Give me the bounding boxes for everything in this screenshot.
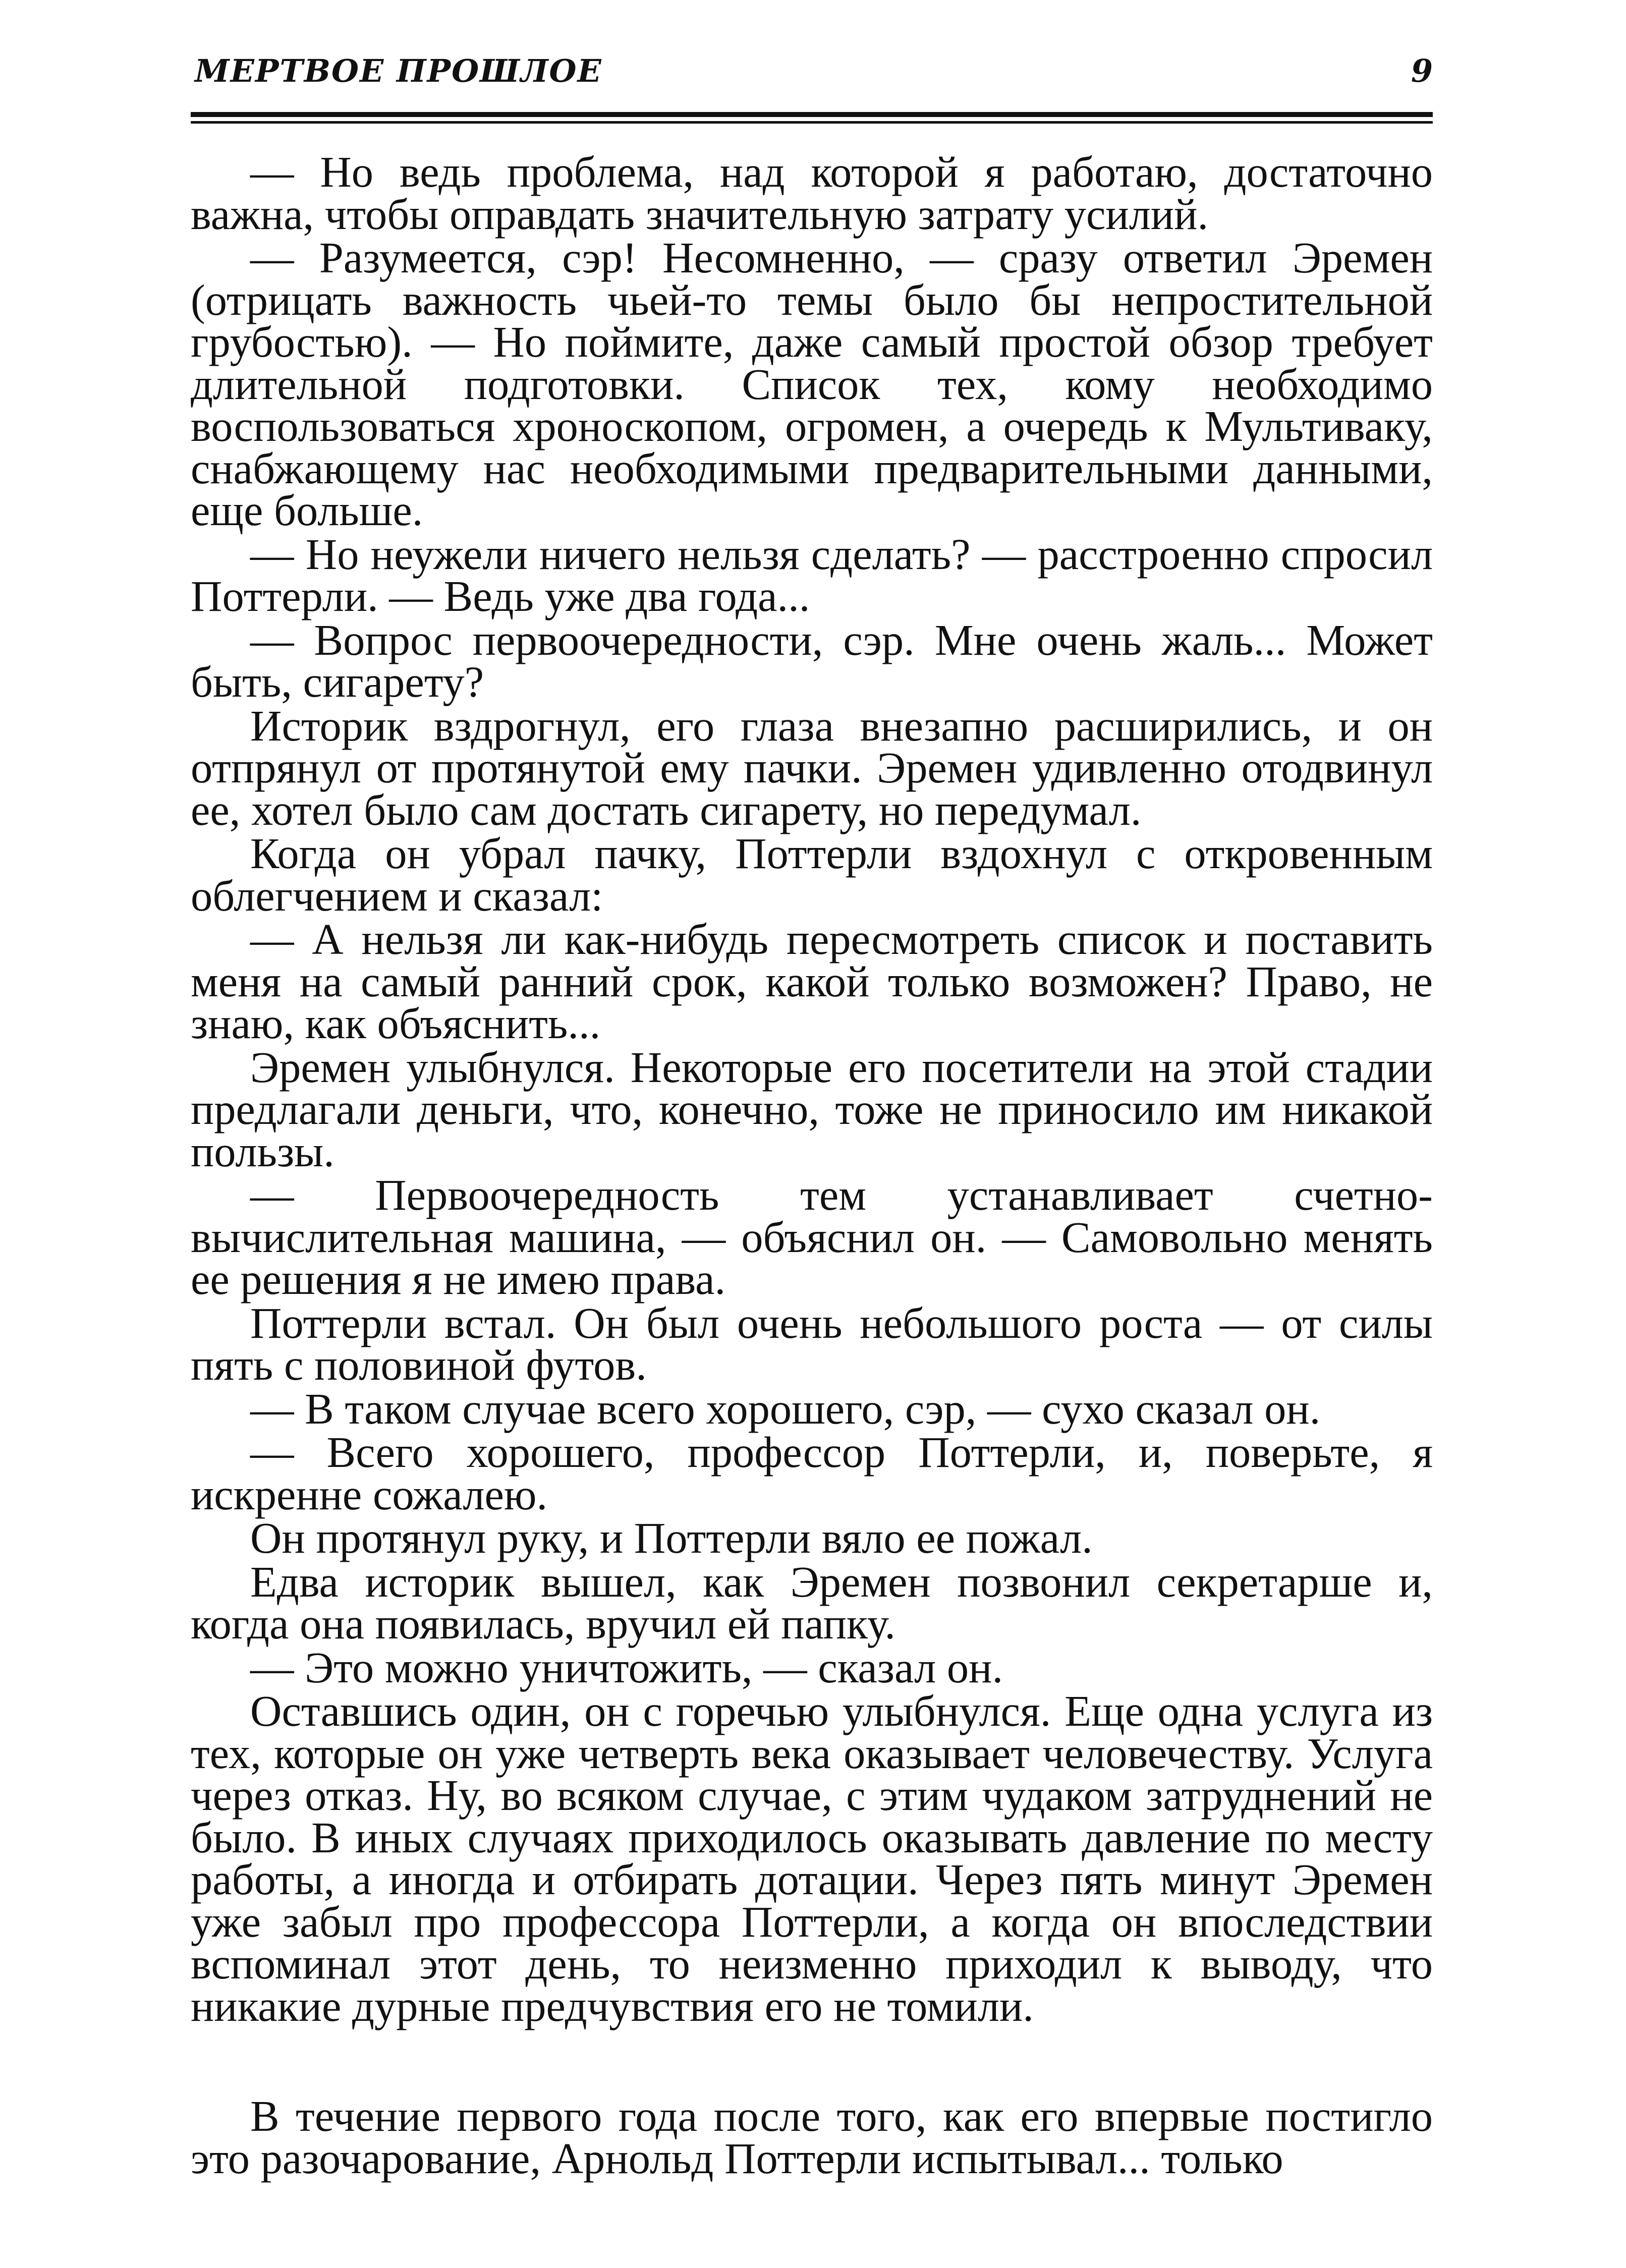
paragraph: — Но ведь проблема, над которой я работаю, достаточно важна, чтобы оправдать значительную затрату усилий. [191,148,1433,239]
paragraph: — Всего хорошего, профессор Поттерли, и, поверьте, я искренне сожалею. [191,1428,1433,1519]
header-double-rule [191,112,1433,125]
paragraph: Поттерли встал. Он был очень небольшого роста — от силы пять с половиной футов. [191,1298,1433,1389]
header-rule-thin [191,121,1433,124]
running-title: МЕРТВОЕ ПРОШЛОЕ [195,52,602,89]
paragraph: Оставшись один, он с горечью улыбнулся. Еще одна услуга из тех, которые он уже четверть века оказывает человечеству. Услуга через отказ. Ну, во всяком случае, с этим чудаком затруднений не было. В иных случаях приходилось оказывать давление по месту работы, а иногда и отбирать дотации. Через пять минут Эремен уже забыл про профессора Поттерли, а когда он впоследствии вспоминал этот день, то неизменно приходил к выводу, что никакие дурные предчувствия его не томили. [191,1687,1433,2030]
paragraph: Когда он убрал пачку, Поттерли вздохнул с откровенным облегчением и сказал: [191,829,1433,920]
paragraph-section-start: В течение первого года после того, как его впервые постигло это разочарование, Арнольд Поттерли испытывал... только [191,2092,1433,2183]
paragraph: Историк вздрогнул, его глаза внезапно расширились, и он отпрянул от протянутой ему пачки. Эремен удивленно отодвинул ее, хотел было сам достать сигарету, но передумал. [191,701,1433,834]
body-text [191,148,1433,2183]
paragraph: — Вопрос первоочередности, сэр. Мне очень жаль... Может быть, сигарету? [191,615,1433,706]
paragraph: Едва историк вышел, как Эремен позвонил секретарше и, когда она появилась, вручил ей папку. [191,1557,1433,1648]
paragraph: — Первоочередность тем устанавливает счетно-вычислительная машина, — объяснил он. — Самовольно менять ее решения я не имею права. [191,1171,1433,1303]
paragraph: Эремен улыбнулся. Некоторые его посетители на этой стадии предлагали деньги, что, конечно, тоже не приносило им никакой пользы. [191,1043,1433,1176]
paragraph: — Разумеется, сэр! Несомненно, — сразу ответил Эремен (отрицать важность чьей-то темы было бы непростительной грубостью). — Но поймите, даже самый простой обзор требует длительной подготовки. Список тех, кому необходимо воспользоваться хроноскопом, огромен, а очередь к Мультиваку, снабжающему нас необходимыми предварительными данными, еще больше. [191,234,1433,535]
paragraph: — Но неужели ничего нельзя сделать? — расстроенно спросил Поттерли. — Ведь уже два года... [191,530,1433,620]
paragraph: — В таком случае всего хорошего, сэр, — сухо сказал он. [250,1384,1321,1433]
header-rule-thick [191,112,1433,117]
paragraph: Он протянул руку, и Поттерли вяло ее пожал. [250,1514,1093,1562]
page-number: 9 [1411,52,1433,89]
paragraph: — Это можно уничтожить, — сказал он. [250,1643,1003,1692]
page-header [187,48,1433,94]
paragraph: — А нельзя ли как-нибудь пересмотреть список и поставить меня на самый ранний срок, какой только возможен? Право, не знаю, как объяснить... [191,915,1433,1048]
